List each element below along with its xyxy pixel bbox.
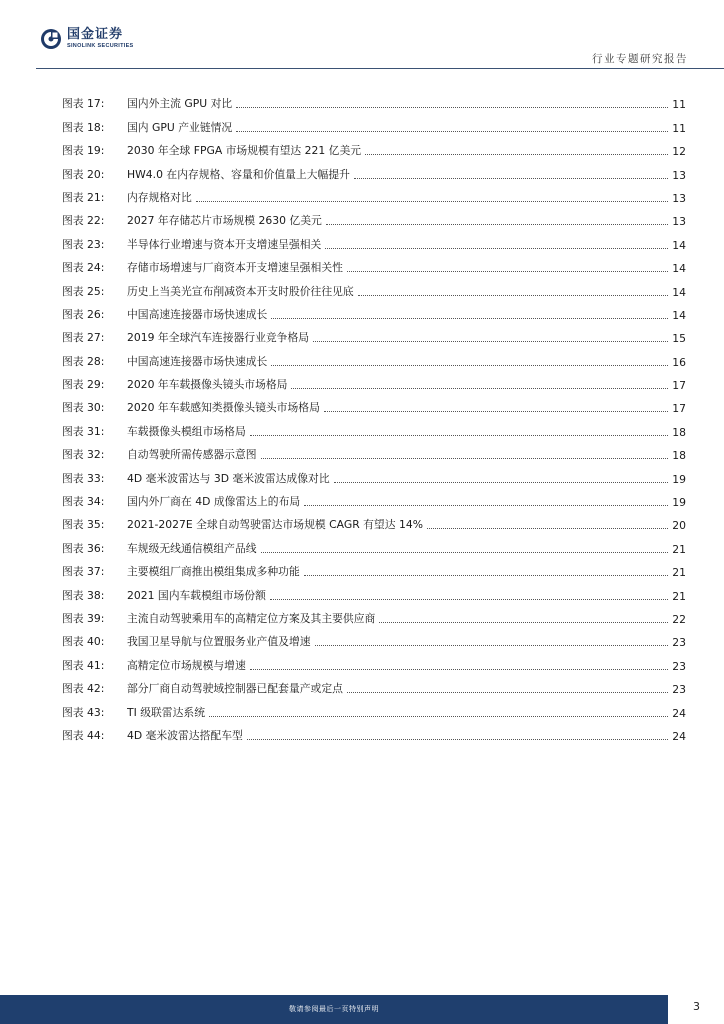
toc-leader-dots	[250, 434, 668, 436]
toc-leader-dots	[427, 527, 668, 529]
toc-entry[interactable]	[62, 462, 686, 485]
toc-entry[interactable]	[62, 111, 686, 134]
toc-entry-page[interactable]: 23	[672, 683, 686, 697]
toc-entry-page[interactable]: 22	[672, 612, 686, 626]
toc-entry-title[interactable]: 2027 年存储芯片市场规模 2630 亿美元	[127, 214, 322, 228]
toc-leader-dots	[365, 153, 668, 155]
toc-leader-dots	[209, 715, 668, 717]
toc-entry-page[interactable]: 14	[672, 285, 686, 299]
toc-entry-page[interactable]: 11	[672, 121, 686, 135]
footer-disclaimer: 敬请参阅最后一页特别声明	[289, 1005, 379, 1013]
toc-entry-page[interactable]: 21	[672, 589, 686, 603]
toc-entry[interactable]	[62, 415, 686, 438]
toc-entry[interactable]	[62, 696, 686, 719]
toc-entry-label: 图表 31:	[62, 424, 105, 438]
toc-entry[interactable]	[62, 603, 686, 626]
toc-entry[interactable]	[62, 720, 686, 743]
figure-index-list	[62, 88, 686, 743]
toc-entry-label: 图表 33:	[62, 471, 105, 485]
toc-entry[interactable]	[62, 626, 686, 649]
toc-entry[interactable]	[62, 392, 686, 415]
brand-name-en: SINOLINK SECURITIES	[67, 43, 134, 50]
toc-entry-page[interactable]: 13	[672, 191, 686, 205]
toc-leader-dots	[379, 621, 668, 623]
page-number: 3	[693, 1000, 700, 1013]
toc-entry[interactable]	[62, 486, 686, 509]
toc-entry-page[interactable]: 15	[672, 332, 686, 346]
toc-leader-dots	[196, 200, 668, 202]
toc-entry[interactable]	[62, 182, 686, 205]
toc-entry-label: 图表 22:	[62, 214, 105, 228]
toc-leader-dots	[270, 598, 668, 600]
toc-leader-dots	[271, 317, 668, 319]
toc-entry-label: 图表 17:	[62, 97, 105, 111]
toc-leader-dots	[313, 340, 668, 342]
toc-entry-page[interactable]: 14	[672, 262, 686, 276]
toc-entry-title[interactable]: 高精定位市场规模与增速	[127, 658, 246, 672]
toc-entry-label: 图表 34:	[62, 495, 105, 509]
toc-entry[interactable]	[62, 228, 686, 251]
toc-leader-dots	[291, 387, 668, 389]
toc-entry-title[interactable]: 存储市场增速与厂商资本开支增速呈强相关性	[127, 261, 343, 275]
toc-entry-label: 图表 41:	[62, 658, 105, 672]
toc-leader-dots	[326, 223, 668, 225]
toc-entry[interactable]	[62, 439, 686, 462]
toc-entry-label: 图表 44:	[62, 728, 105, 742]
toc-entry-label: 图表 21:	[62, 190, 105, 204]
toc-leader-dots	[261, 551, 668, 553]
toc-entry-page[interactable]: 19	[672, 472, 686, 486]
page-footer	[0, 995, 668, 1024]
toc-entry-title[interactable]: 主要模组厂商推出模组集成多种功能	[127, 565, 300, 579]
toc-entry-page[interactable]: 18	[672, 449, 686, 463]
toc-leader-dots	[247, 738, 668, 740]
toc-leader-dots	[250, 668, 668, 670]
toc-entry-label: 图表 18:	[62, 120, 105, 134]
toc-entry-page[interactable]: 16	[672, 355, 686, 369]
toc-entry-page[interactable]: 14	[672, 308, 686, 322]
toc-entry-title[interactable]: 2020 年车载摄像头镜头市场格局	[127, 378, 288, 392]
toc-entry-page[interactable]: 11	[672, 98, 686, 112]
toc-entry-title[interactable]: 车载摄像头模组市场格局	[127, 424, 246, 438]
header-divider	[36, 68, 724, 69]
toc-entry-label: 图表 35:	[62, 518, 105, 532]
toc-entry-title[interactable]: 半导体行业增速与资本开支增速呈强相关	[127, 237, 322, 251]
toc-entry[interactable]	[62, 673, 686, 696]
toc-entry-title[interactable]: 中国高速连接器市场快速成长	[127, 307, 268, 321]
toc-entry-title[interactable]: 国内外主流 GPU 对比	[127, 97, 233, 111]
toc-entry-page[interactable]: 13	[672, 215, 686, 229]
toc-entry[interactable]	[62, 299, 686, 322]
toc-entry-page[interactable]: 17	[672, 379, 686, 393]
toc-entry-label: 图表 19:	[62, 144, 105, 158]
toc-entry-title[interactable]: 国内 GPU 产业链情况	[127, 120, 233, 134]
toc-entry-label: 图表 20:	[62, 167, 105, 181]
toc-leader-dots	[324, 410, 668, 412]
toc-entry-title[interactable]: 4D 毫米波雷达搭配车型	[127, 728, 243, 742]
toc-entry-label: 图表 38:	[62, 588, 105, 602]
toc-entry[interactable]	[62, 135, 686, 158]
toc-entry-title[interactable]: 4D 毫米波雷达与 3D 毫米波雷达成像对比	[127, 471, 330, 485]
toc-entry-page[interactable]: 23	[672, 636, 686, 650]
toc-entry-title[interactable]: 2021-2027E 全球自动驾驶雷达市场规模 CAGR 有望达 14%	[127, 518, 423, 532]
toc-entry-title[interactable]: 我国卫星导航与位置服务业产值及增速	[127, 635, 311, 649]
toc-entry-title[interactable]: 2030 年全球 FPGA 市场规模有望达 221 亿美元	[127, 144, 362, 158]
toc-entry[interactable]	[62, 88, 686, 111]
toc-entry-title[interactable]: 内存规格对比	[127, 190, 192, 204]
toc-entry[interactable]	[62, 275, 686, 298]
toc-entry[interactable]	[62, 532, 686, 555]
toc-entry-page[interactable]: 14	[672, 238, 686, 252]
toc-leader-dots	[261, 457, 668, 459]
toc-entry-page[interactable]: 20	[672, 519, 686, 533]
toc-entry[interactable]	[62, 322, 686, 345]
toc-entry-page[interactable]: 21	[672, 566, 686, 580]
toc-entry-label: 图表 27:	[62, 331, 105, 345]
toc-entry[interactable]	[62, 252, 686, 275]
toc-entry-page[interactable]: 24	[672, 729, 686, 743]
toc-entry-title[interactable]: HW4.0 在内存规格、容量和价值量上大幅提升	[127, 167, 350, 181]
toc-leader-dots	[304, 504, 668, 506]
toc-entry-page[interactable]: 24	[672, 706, 686, 720]
toc-entry-page[interactable]: 12	[672, 145, 686, 159]
toc-entry-label: 图表 25:	[62, 284, 105, 298]
toc-leader-dots	[304, 574, 668, 576]
toc-entry-label: 图表 23:	[62, 237, 105, 251]
toc-entry-page[interactable]: 17	[672, 402, 686, 416]
toc-entry-title[interactable]: 部分厂商自动驾驶域控制器已配套量产或定点	[127, 682, 343, 696]
brand-name-cn: 国金证券	[67, 27, 124, 43]
toc-entry[interactable]	[62, 509, 686, 532]
toc-entry[interactable]	[62, 345, 686, 368]
toc-entry-page[interactable]: 18	[672, 425, 686, 439]
toc-leader-dots	[236, 130, 668, 132]
toc-entry-title[interactable]: 车规级无线通信模组产品线	[127, 541, 257, 555]
toc-entry[interactable]	[62, 158, 686, 181]
brand-logo	[40, 28, 134, 50]
toc-entry-label: 图表 29:	[62, 378, 105, 392]
toc-entry[interactable]	[62, 649, 686, 672]
toc-entry-title[interactable]: 国内外厂商在 4D 成像雷达上的布局	[127, 495, 301, 509]
toc-entry-label: 图表 42:	[62, 682, 105, 696]
toc-leader-dots	[271, 364, 668, 366]
toc-entry-title[interactable]: 2020 年车载感知类摄像头镜头市场格局	[127, 401, 320, 415]
toc-leader-dots	[347, 691, 668, 693]
page-header	[0, 0, 724, 70]
toc-leader-dots	[354, 177, 668, 179]
toc-entry-title[interactable]: 2019 年全球汽车连接器行业竞争格局	[127, 331, 310, 345]
toc-entry-label: 图表 26:	[62, 307, 105, 321]
toc-entry-title[interactable]: 历史上当美光宣布削减资本开支时股价往往见底	[127, 284, 354, 298]
toc-leader-dots	[236, 106, 668, 108]
toc-entry-label: 图表 36:	[62, 541, 105, 555]
toc-entry-title[interactable]: 自动驾驶所需传感器示意图	[127, 448, 257, 462]
toc-entry[interactable]	[62, 579, 686, 602]
toc-leader-dots	[347, 270, 668, 272]
toc-entry[interactable]	[62, 205, 686, 228]
sinolink-logo-icon	[40, 28, 62, 50]
toc-entry-label: 图表 24:	[62, 261, 105, 275]
toc-entry-label: 图表 30:	[62, 401, 105, 415]
toc-leader-dots	[315, 644, 668, 646]
toc-entry-title[interactable]: 主流自动驾驶乘用车的高精定位方案及其主要供应商	[127, 611, 376, 625]
toc-entry-label: 图表 32:	[62, 448, 105, 462]
toc-entry[interactable]	[62, 369, 686, 392]
report-type-label: 行业专题研究报告	[592, 53, 688, 65]
toc-entry-label: 图表 43:	[62, 705, 105, 719]
toc-entry-title[interactable]: 中国高速连接器市场快速成长	[127, 354, 268, 368]
toc-entry-page[interactable]: 19	[672, 496, 686, 510]
toc-entry-label: 图表 37:	[62, 565, 105, 579]
toc-entry-title[interactable]: 2021 国内车载模组市场份额	[127, 588, 266, 602]
toc-entry-label: 图表 40:	[62, 635, 105, 649]
toc-leader-dots	[334, 481, 668, 483]
toc-entry[interactable]	[62, 556, 686, 579]
toc-leader-dots	[358, 294, 668, 296]
toc-entry-page[interactable]: 13	[672, 168, 686, 182]
toc-entry-page[interactable]: 21	[672, 542, 686, 556]
toc-entry-label: 图表 28:	[62, 354, 105, 368]
toc-entry-title[interactable]: TI 级联雷达系统	[127, 705, 205, 719]
toc-leader-dots	[325, 247, 668, 249]
toc-entry-label: 图表 39:	[62, 611, 105, 625]
toc-entry-page[interactable]: 23	[672, 659, 686, 673]
